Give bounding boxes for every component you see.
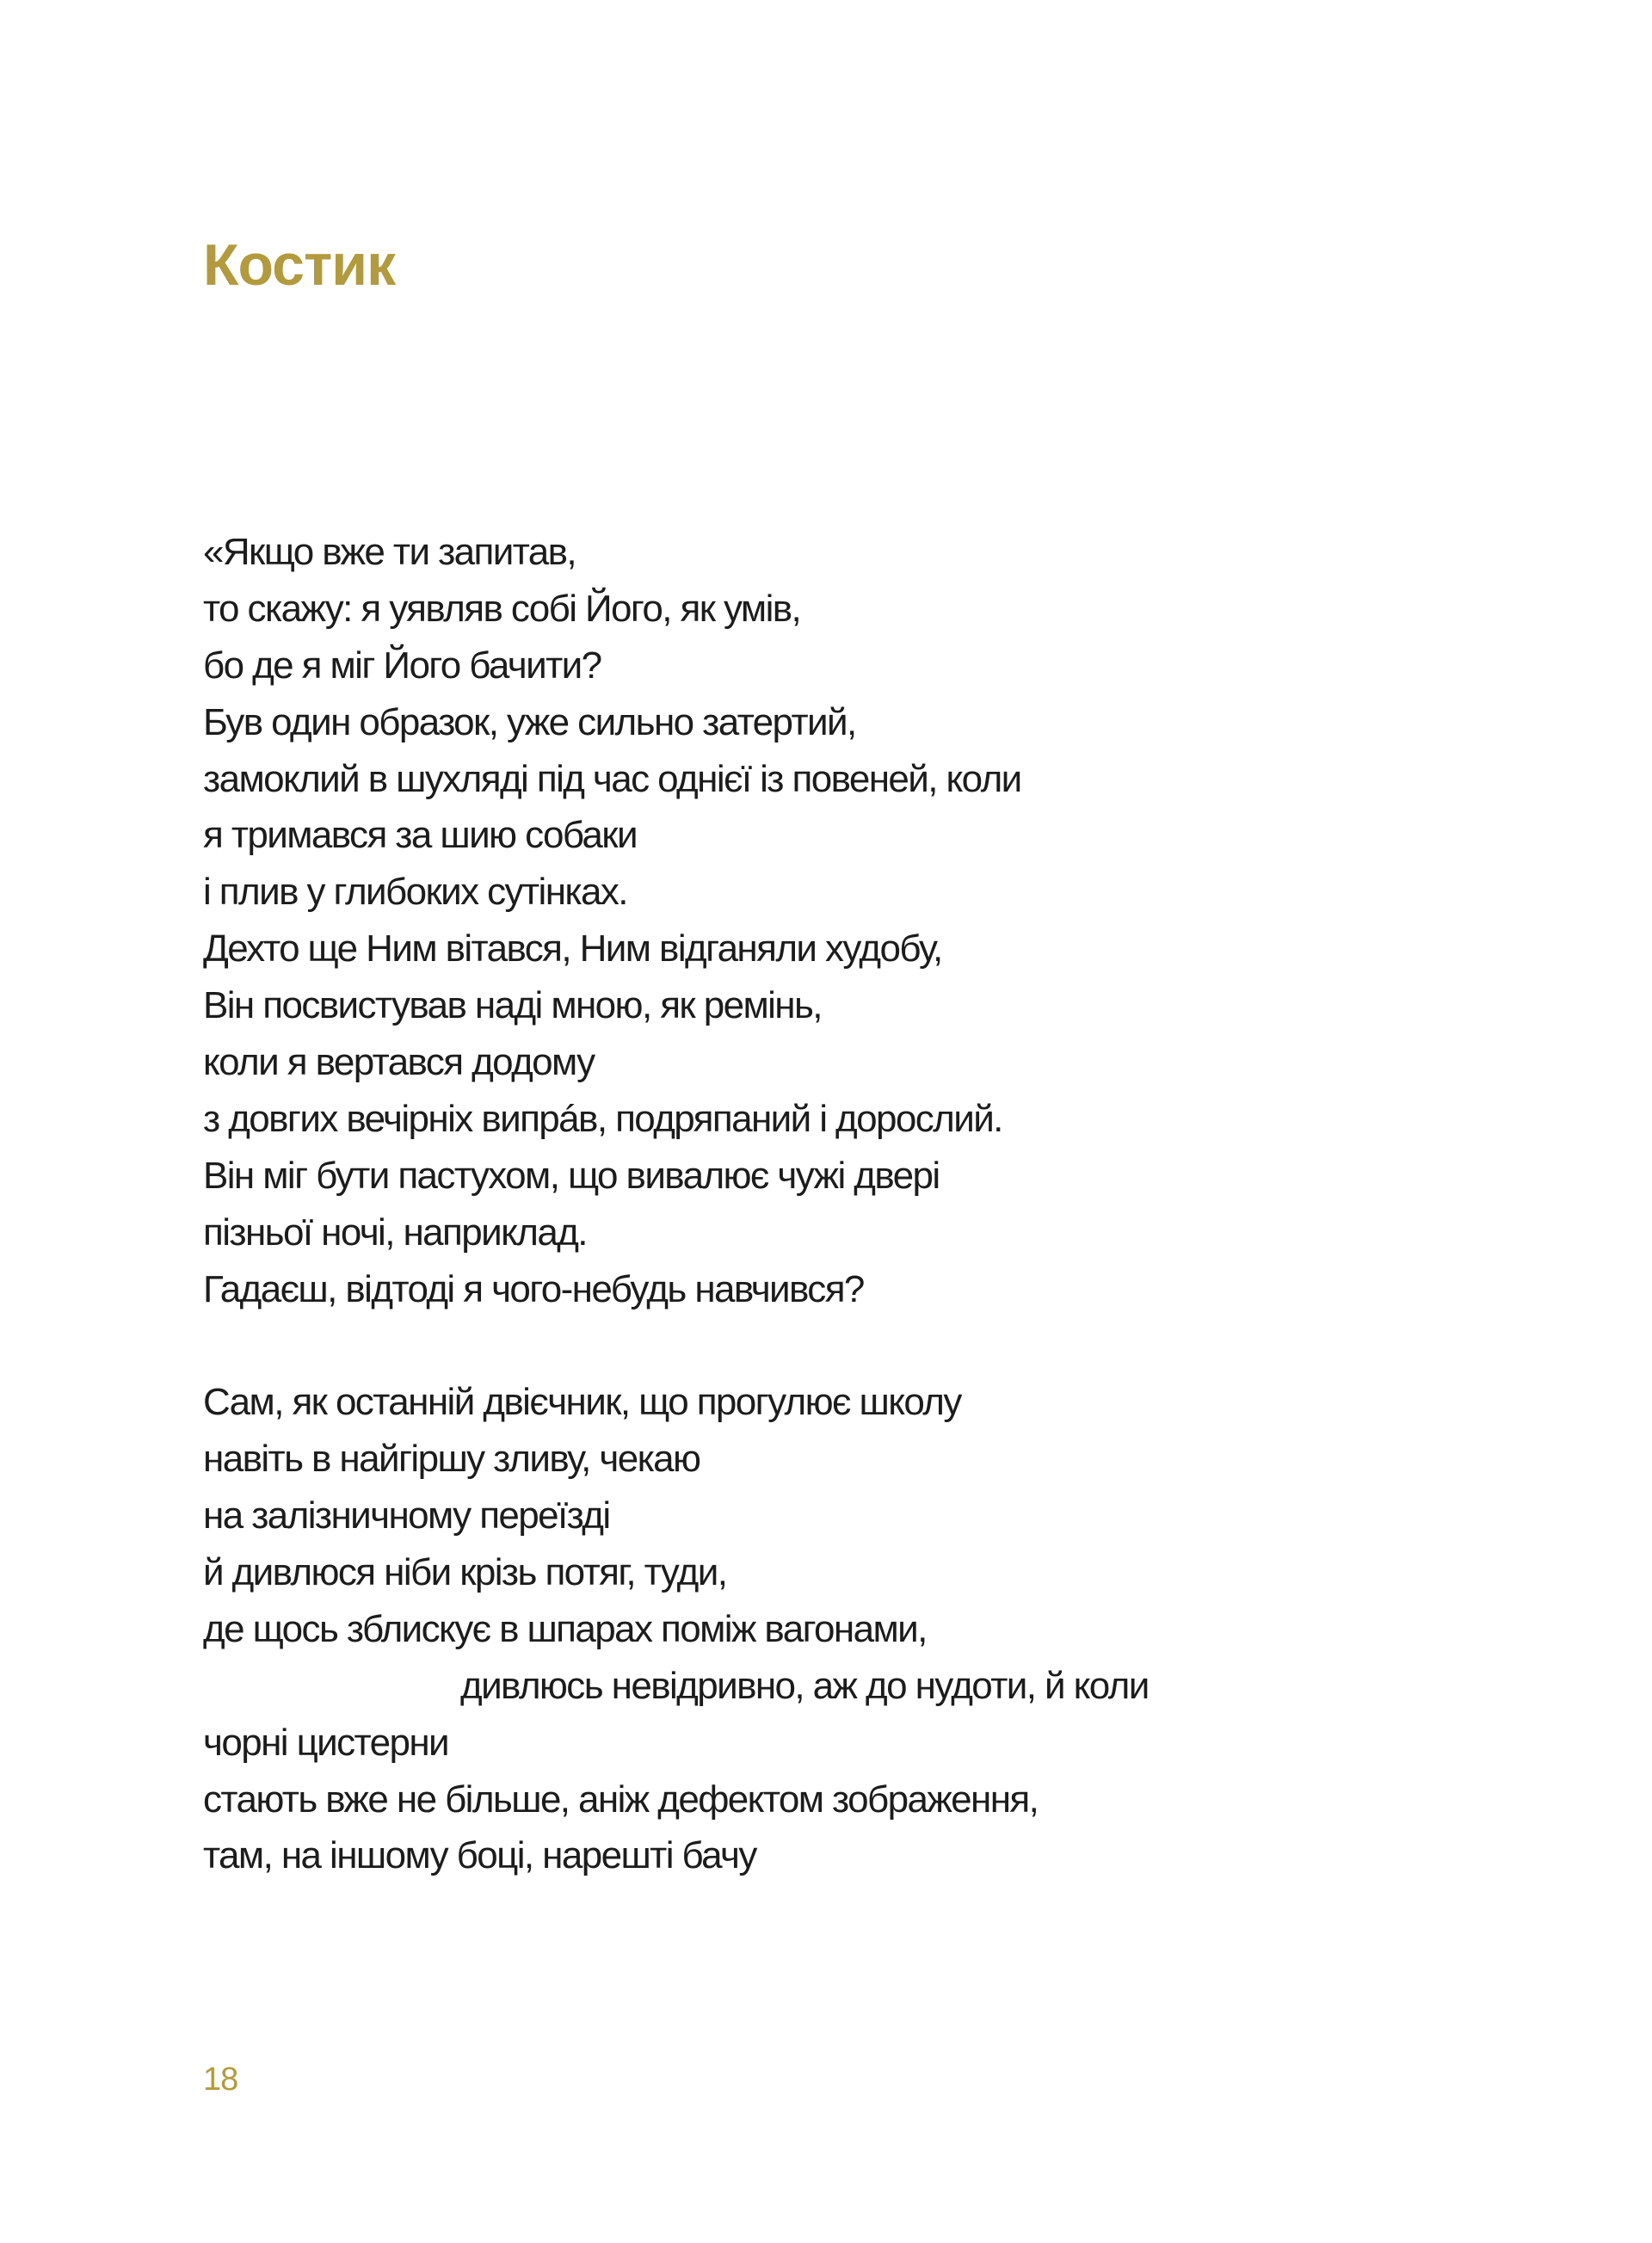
poem-line: там, на іншому боці, нарешті бачу bbox=[203, 1834, 756, 1877]
poem-body bbox=[203, 524, 1149, 1884]
poem-line: де щось зблискує в шпарах поміж вагонами, bbox=[203, 1607, 927, 1650]
poem-line: й дивлюся ніби крізь потяг, туди, bbox=[203, 1551, 727, 1594]
poem-line: чорні цистерни bbox=[203, 1721, 449, 1764]
poem-line: Він посвистував наді мною, як ремінь, bbox=[203, 984, 822, 1027]
poem-line: Сам, як останній двієчник, що прогулює школу bbox=[203, 1381, 961, 1424]
stanza-break bbox=[203, 1317, 1149, 1374]
poem-line: «Якщо вже ти запитав, bbox=[203, 531, 576, 573]
stanza-1 bbox=[203, 524, 1149, 1317]
poem-line-indented: дивлюсь невідривно, аж до нудоти, й коли bbox=[460, 1664, 1149, 1707]
poem-line: то скажу: я уявляв собі Його, як умів, bbox=[203, 587, 801, 630]
poem-line: стають вже не більше, аніж дефектом зображення, bbox=[203, 1778, 1039, 1821]
poem-title: Костик bbox=[203, 232, 396, 298]
poem-line: Він міг бути пастухом, що вивалює чужі двері bbox=[203, 1154, 940, 1197]
poem-line: Дехто ще Ним вітався, Ним відганяли худобу, bbox=[203, 927, 942, 971]
poem-line: Гадаєш, відтоді я чого-небудь навчився? bbox=[203, 1267, 864, 1310]
poem-line: коли я вертався додому bbox=[203, 1041, 595, 1084]
poem-line: з довгих вечірніх випрáв, подряпаний і дорослий. bbox=[203, 1097, 1002, 1140]
poem-line: бо де я міг Його бачити? bbox=[203, 644, 601, 687]
poem-line: Був один образок, уже сильно затертий, bbox=[203, 700, 856, 743]
page-number: 18 bbox=[203, 2061, 238, 2098]
poem-line: на залізничному переїзді bbox=[203, 1494, 610, 1537]
stanza-2 bbox=[203, 1374, 1149, 1884]
poem-line: замоклий в шухляді під час однієї із повеней, коли bbox=[203, 757, 1021, 800]
poem-line: навіть в найгіршу зливу, чекаю bbox=[203, 1438, 700, 1481]
poem-line: я тримався за шию собаки bbox=[203, 814, 637, 857]
poem-line: пізньої ночі, наприклад. bbox=[203, 1211, 587, 1254]
poem-line: і плив у глибоких сутінках. bbox=[203, 871, 627, 914]
